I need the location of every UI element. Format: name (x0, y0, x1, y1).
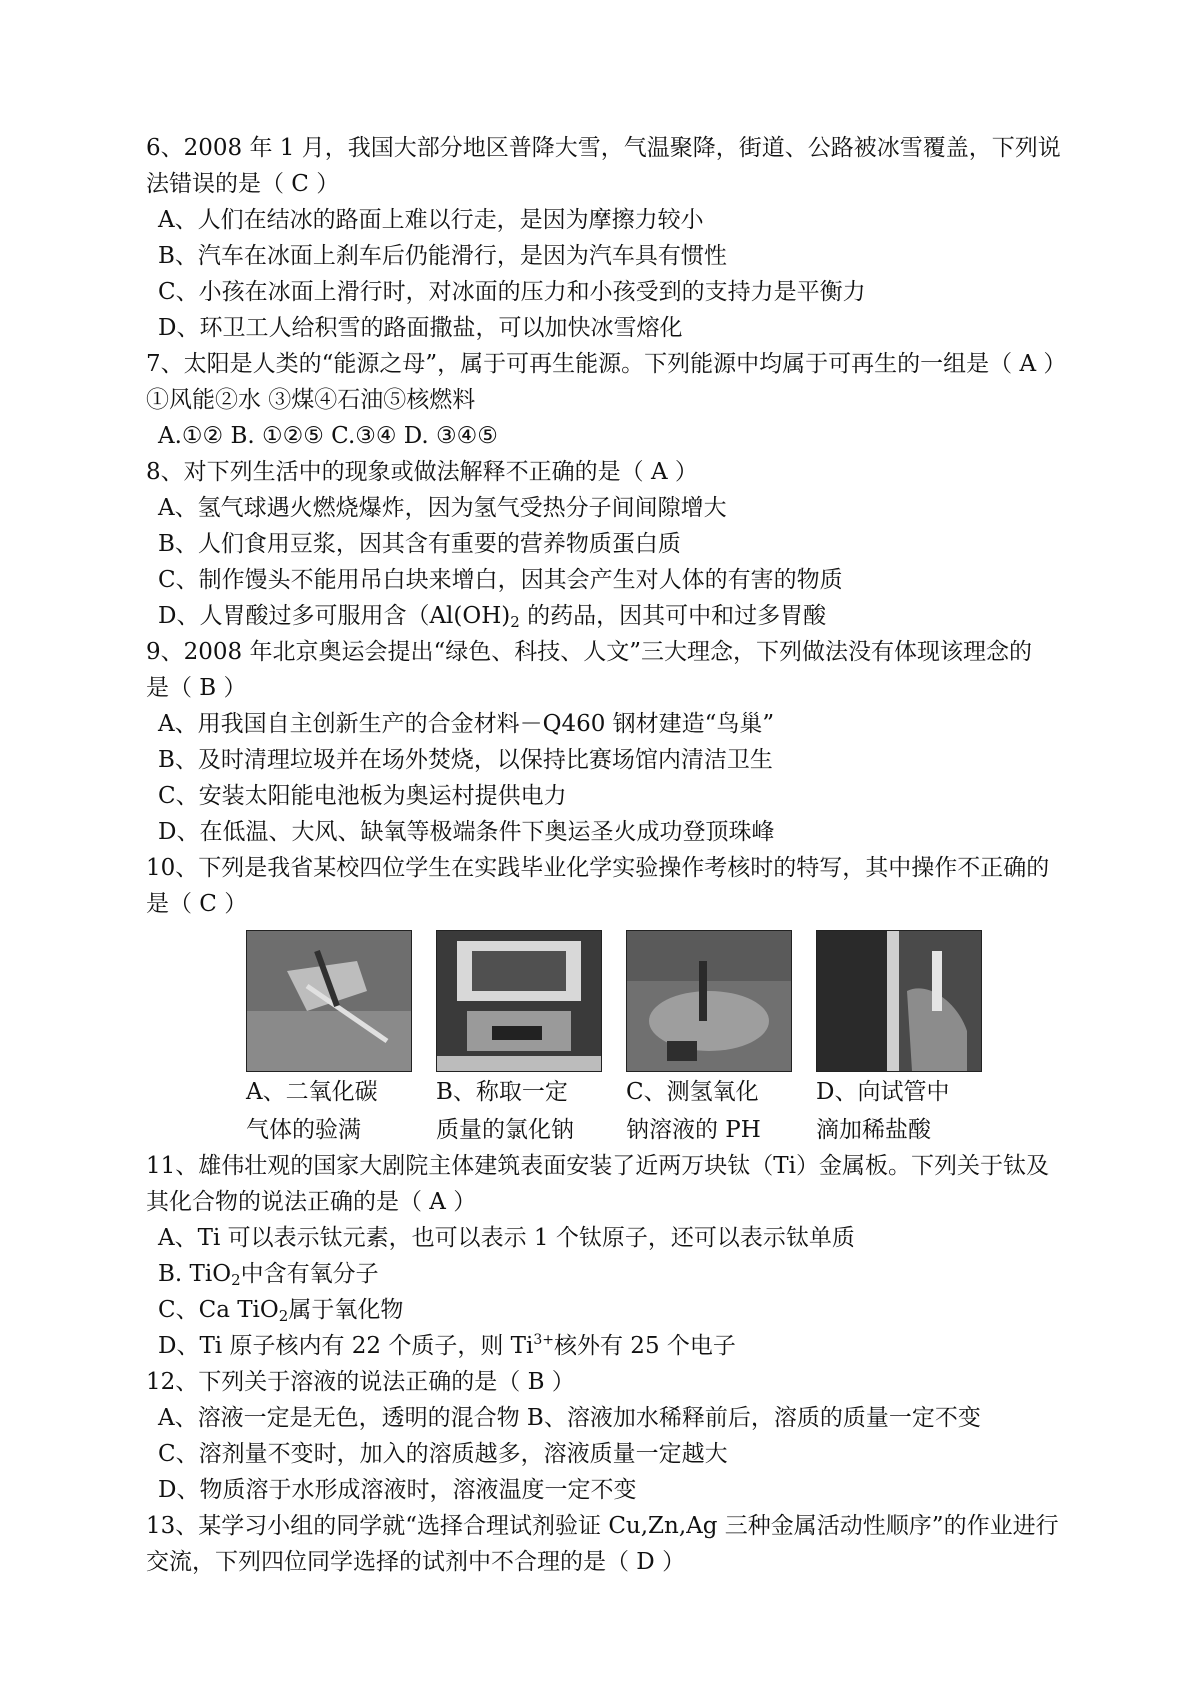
q9-stem-line2: 是（ B ） (146, 675, 247, 701)
q10-caption-d-line1: D、向试管中 (816, 1079, 950, 1105)
q10-caption-d-line2: 滴加稀盐酸 (816, 1117, 931, 1143)
q9-option-c: C、安装太阳能电池板为奥运村提供电力 (158, 783, 567, 809)
q8-option-d-sub: 2 (510, 613, 520, 631)
q6-option-c: C、小孩在冰面上滑行时，对冰面的压力和小孩受到的支持力是平衡力 (158, 279, 866, 305)
q11-option-d (146, 1328, 1090, 1364)
q7-stem-line2: ①风能②水 ③煤④石油⑤核燃料 (146, 387, 476, 413)
q11-stem-line1: 11、雄伟壮观的国家大剧院主体建筑表面安装了近两万块钛（Ti）金属板。下列关于钛及 (146, 1153, 1049, 1179)
q11-option-c-pre: C、Ca TiO (158, 1297, 279, 1323)
q10-stem-line2: 是（ C ） (146, 891, 248, 917)
q8-option-c: C、制作馒头不能用吊白块来增白，因其会产生对人体的有害的物质 (158, 567, 843, 593)
photo-ph-test (626, 930, 792, 1072)
q6-option-d: D、环卫工人给积雪的路面撒盐，可以加快冰雪熔化 (158, 315, 683, 341)
q8-option-d-post: 的药品，因其可中和过多胃酸 (527, 603, 827, 629)
q11-option-b (146, 1256, 1090, 1292)
q7-stem-line1: 7、太阳是人类的“能源之母”，属于可再生能源。下列能源中均属于可再生的一组是（ A ） (146, 351, 1067, 377)
q10-photo-col-d (816, 930, 1006, 1148)
q6-option-a: A、人们在结冰的路面上难以行走，是因为摩擦力较小 (158, 207, 704, 233)
q11-option-c-sub: 2 (278, 1307, 289, 1325)
q11-option-d-post: 核外有 25 个电子 (554, 1333, 736, 1359)
q11-option-b-post: 中含有氧分子 (240, 1261, 379, 1287)
q11-option-d-pre: D、Ti 原子核内有 22 个质子，则 Ti (158, 1333, 534, 1359)
q10-photo-col-b (436, 930, 626, 1148)
q6-option-b: B、汽车在冰面上刹车后仍能滑行，是因为汽车具有惯性 (158, 243, 727, 269)
q12-option-d: D、物质溶于水形成溶液时，溶液温度一定不变 (158, 1477, 637, 1503)
photo-dropper-test-tube (816, 930, 982, 1072)
exam-page (146, 130, 1090, 1580)
q12-option-c: C、溶剂量不变时，加入的溶质越多，溶液质量一定越大 (158, 1441, 728, 1467)
photo-co2-test (246, 930, 412, 1072)
q9-option-a: A、用我国自主创新生产的合金材料－Q460 钢材建造“鸟巢” (158, 711, 775, 737)
q10-caption-a-line1: A、二氧化碳 (246, 1079, 378, 1105)
q9-option-d: D、在低温、大风、缺氧等极端条件下奥运圣火成功登顶珠峰 (158, 819, 775, 845)
q7-options: A.①② B. ①②⑤ C.③④ D. ③④⑤ (158, 423, 498, 449)
q13-stem-line1: 13、某学习小组的同学就“选择合理试剂验证 Cu,Zn,Ag 三种金属活动性顺序”的作业进行 (146, 1513, 1059, 1539)
q13-stem-line2: 交流，下列四位同学选择的试剂中不合理的是（ D ） (146, 1549, 686, 1575)
q11-option-c-post: 属于氧化物 (288, 1297, 404, 1323)
q6-stem-line1: 6、2008 年 1 月，我国大部分地区普降大雪，气温聚降，街道、公路被冰雪覆盖，下列说 (146, 135, 1061, 161)
q11-option-b-sub: 2 (231, 1271, 241, 1289)
q10-caption-b-line1: B、称取一定 (436, 1079, 568, 1105)
q8-option-d-pre: D、人胃酸过多可服用含（Al(OH) (158, 603, 511, 629)
q10-stem-line1: 10、下列是我省某校四位学生在实践毕业化学实验操作考核时的特写，其中操作不正确的 (146, 855, 1050, 881)
q9-option-b: B、及时清理垃圾并在场外焚烧，以保持比赛场馆内清洁卫生 (158, 747, 773, 773)
q8-option-b: B、人们食用豆浆，因其含有重要的营养物质蛋白质 (158, 531, 681, 557)
q11-stem-line2: 其化合物的说法正确的是（ A ） (146, 1189, 477, 1215)
q8-option-a: A、氢气球遇火燃烧爆炸，因为氢气受热分子间间隙增大 (158, 495, 727, 521)
q10-caption-c-line2: 钠溶液的 PH (626, 1117, 761, 1143)
q10-photo-col-c (626, 930, 816, 1148)
q6-stem-line2: 法错误的是（ C ） (146, 171, 340, 197)
q11-option-d-sup: 3+ (533, 1332, 554, 1348)
photo-balance-weighing (436, 930, 602, 1072)
q10-caption-c-line1: C、测氢氧化 (626, 1079, 759, 1105)
q12-stem: 12、下列关于溶液的说法正确的是（ B ） (146, 1369, 575, 1395)
q10-caption-b-line2: 质量的氯化钠 (436, 1117, 574, 1143)
q10-caption-a-line2: 气体的验满 (246, 1117, 361, 1143)
q11-option-a: A、Ti 可以表示钛元素，也可以表示 1 个钛原子，还可以表示钛单质 (158, 1225, 855, 1251)
q11-option-b-pre: B. TiO (158, 1261, 232, 1287)
q10-photo-col-a (246, 930, 436, 1148)
q12-option-ab: A、溶液一定是无色，透明的混合物 B、溶液加水稀释前后，溶质的质量一定不变 (158, 1405, 981, 1431)
q8-stem: 8、对下列生活中的现象或做法解释不正确的是（ A ） (146, 459, 698, 485)
q11-option-c (146, 1292, 1090, 1328)
q8-option-d (146, 598, 1090, 634)
q10-photo-row (246, 930, 1090, 1148)
q9-stem-line1: 9、2008 年北京奥运会提出“绿色、科技、人文”三大理念，下列做法没有体现该理念的 (146, 639, 1032, 665)
